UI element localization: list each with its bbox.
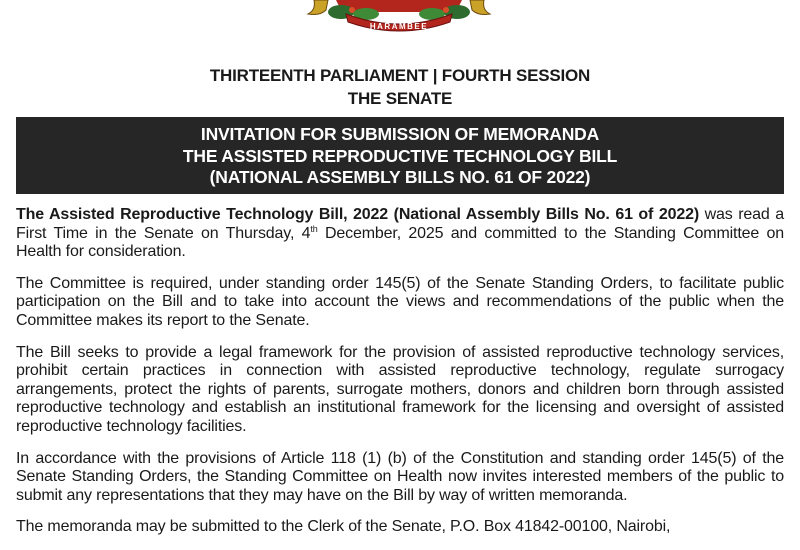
date-ordinal: th — [310, 223, 318, 234]
paragraph-submission: The memoranda may be submitted to the Clerk of the Senate, P.O. Box 41842-00100, Nairobi, — [16, 518, 671, 536]
bill-title-lead: The Assisted Reproductive Technology Bill, 2022 (National Assembly Bills No. 61 of 2022) — [16, 206, 699, 223]
emblem-motto: HARAMBEE — [369, 22, 429, 31]
parliament-session: THIRTEENTH PARLIAMENT | FOURTH SESSION — [209, 66, 591, 85]
first-reading-text: was read a First Time in the Senate on Thursday, 4 — [16, 206, 784, 242]
bill-name: THE ASSISTED REPRODUCTIVE TECHNOLOGY BILL — [182, 145, 618, 166]
title-banner — [16, 117, 784, 194]
committal-text: December, 2025 and committed to the Standing Committee on Health for consideration. — [16, 224, 784, 261]
coat-of-arms-emblem — [296, 0, 502, 36]
banner-title: INVITATION FOR SUBMISSION OF MEMORANDA — [200, 124, 600, 144]
paragraph-first-reading — [16, 206, 784, 262]
paragraph-committee-requirement: The Committee is required, under standing order 145(5) of the Senate Standing Orders, to facilitate public participation on the Bill and to take into account the views and recommendations of the public when the Committee makes its report to the Senate. — [16, 274, 784, 329]
kenya-coat-of-arms-icon — [296, 0, 502, 36]
house-name: THE SENATE — [347, 89, 453, 108]
notice-body — [16, 206, 784, 550]
paragraph-bill-purpose: The Bill seeks to provide a legal framework for the provision of assisted reproductive technology services, prohibit certain practices in connection with assisted reproductive technology, regulate surrogacy arrangements, protect the rights of parents, surrogate mothers, donors and children born through assisted reproductive technology and establish an institutional framework for the licensing and oversight of assisted reproductive technology facilities. — [16, 343, 784, 435]
bill-number: (NATIONAL ASSEMBLY BILLS NO. 61 OF 2022) — [209, 167, 591, 187]
paragraph-invitation: In accordance with the provisions of Article 118 (1) (b) of the Constitution and standing order 145(5) of the Senate Standing Orders, the Standing Committee on Health now invites interested members of the public to submit any representations that they may have on the Bill by way of written memoranda. — [16, 449, 784, 504]
document-header — [0, 64, 800, 110]
